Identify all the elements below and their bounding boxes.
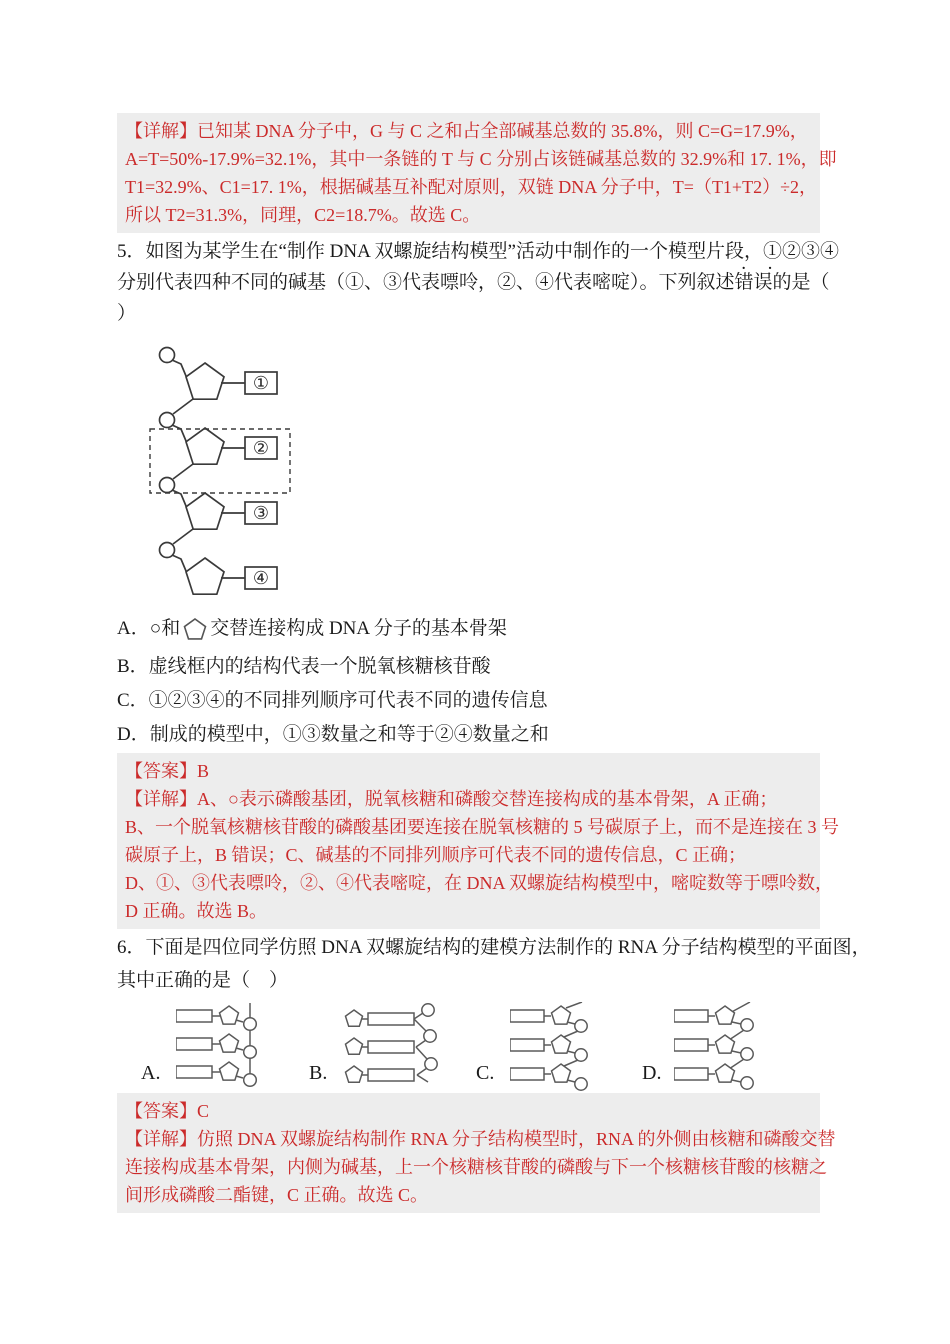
rna-model-d bbox=[674, 1002, 769, 1092]
q6-stem-line: 6．下面是四位同学仿照 DNA 双螺旋结构的建模方法制作的 RNA 分子结构模型的平面图， bbox=[117, 937, 871, 958]
rna-option-label-d: D. bbox=[642, 1062, 662, 1084]
rna-b-row bbox=[346, 1010, 415, 1026]
q5-stem-line bbox=[117, 267, 847, 298]
pentagon-icon bbox=[182, 617, 208, 641]
rna-b-row bbox=[346, 1038, 415, 1054]
explanation-line: 【详解】仿照 DNA 双螺旋结构制作 RNA 分子结构模型时，RNA 的外侧由核糖和磷酸交替 bbox=[125, 1129, 836, 1149]
answer-line: 【答案】B bbox=[125, 761, 210, 781]
rna-d-row bbox=[674, 1006, 753, 1031]
rna-c-row bbox=[510, 1064, 587, 1090]
explanation-line: D 正确。故选 B。 bbox=[125, 901, 268, 921]
option-a-suffix: 交替连接构成 DNA 分子的基本骨架 bbox=[210, 618, 507, 639]
explanation-line: B、一个脱氧核糖核苷酸的磷酸基团要连接在脱氧核糖的 5 号碳原子上，而不是连接在 3 号 bbox=[125, 817, 840, 837]
q5-stem-line: 5．如图为某学生在“制作 DNA 双螺旋结构模型”活动中制作的一个模型片段，①②③④ bbox=[117, 241, 839, 262]
option-a-prefix: A．○和 bbox=[117, 618, 181, 639]
nucleotide-unit-3 bbox=[160, 478, 278, 545]
q5-option-c: C．①②③④的不同排列顺序可代表不同的遗传信息 bbox=[117, 690, 548, 711]
answer-line: 【答案】C bbox=[125, 1101, 210, 1121]
base-label: ③ bbox=[252, 503, 270, 523]
q5-stem-text: 分别代表四种不同的碱基（①、③代表嘌呤，②、④代表嘧啶）。下列叙述 bbox=[117, 272, 735, 293]
rna-option-label-a: A. bbox=[141, 1062, 161, 1084]
rna-option-label-b: B. bbox=[309, 1062, 328, 1084]
q6-answer-block bbox=[117, 1093, 836, 1213]
explanation-line: 间形成磷酸二酯键，C 正确。故选 C。 bbox=[125, 1185, 429, 1205]
rna-c-row bbox=[510, 1035, 587, 1061]
rna-c-row bbox=[510, 1006, 587, 1032]
q5-option-a bbox=[117, 608, 847, 650]
explanation-line: A=T=50%-17.9%=32.1%，其中一条链的 T 与 C 分别占该链碱基总数的 32.9%和 17. 1%，即 bbox=[125, 149, 837, 169]
nucleotide-unit-2 bbox=[160, 413, 278, 480]
nucleotide-unit-4 bbox=[160, 543, 278, 595]
rna-model-b bbox=[342, 1003, 442, 1088]
q5-answer-block bbox=[117, 753, 840, 929]
rna-model-c bbox=[510, 1002, 605, 1092]
dna-model-svg bbox=[140, 340, 340, 602]
explanation-line: 所以 T2=31.3%，同理，C2=18.7%。故选 C。 bbox=[125, 205, 481, 225]
q5-stem bbox=[117, 236, 847, 329]
q4-explanation-block bbox=[117, 113, 837, 233]
rna-b-row bbox=[346, 1066, 415, 1082]
q5-options bbox=[117, 608, 847, 752]
rna-a-row bbox=[176, 1062, 256, 1086]
rna-model-a bbox=[176, 1003, 258, 1088]
base-label: ② bbox=[252, 438, 270, 458]
q6-stem-line: 其中正确的是（ ） bbox=[117, 970, 289, 991]
base-label: ④ bbox=[252, 568, 270, 588]
explanation-line: T1=32.9%、C1=17. 1%，根据碱基互补配对原则，双链 DNA 分子中，T=（T1+T2）÷2， bbox=[125, 177, 817, 197]
nucleotide-unit-1 bbox=[160, 348, 278, 415]
sugar-pentagon-icon bbox=[186, 428, 224, 464]
sugar-pentagon-icon bbox=[186, 558, 224, 594]
explanation-line: 【详解】A、○表示磷酸基团，脱氧核糖和磷酸交替连接构成的基本骨架，A 正确； bbox=[125, 789, 778, 809]
rna-a-row bbox=[176, 1034, 256, 1058]
sugar-pentagon-icon bbox=[186, 363, 224, 399]
sugar-pentagon-icon bbox=[186, 493, 224, 529]
q5-option-b: B．虚线框内的结构代表一个脱氧核糖核苷酸 bbox=[117, 656, 491, 677]
dna-model-diagram bbox=[140, 340, 340, 607]
explanation-line: 连接构成基本骨架，内侧为碱基，上一个核糖核苷酸的磷酸与下一个核糖核苷酸的核糖之 bbox=[125, 1157, 827, 1177]
explanation-line: D、①、③代表嘌呤，②、④代表嘧啶，在 DNA 双螺旋结构模型中，嘧啶数等于嘌呤数， bbox=[125, 873, 833, 893]
base-label: ① bbox=[252, 373, 270, 393]
q5-emphasized-word: ·· 错误 bbox=[735, 267, 773, 298]
q5-stem-text: 的是（ bbox=[772, 272, 830, 293]
q5-stem-line: ） bbox=[117, 303, 137, 324]
explanation-line: 【详解】已知某 DNA 分子中，G 与 C 之和占全部碱基总数的 35.8%，则 C=G=17.9%， bbox=[125, 121, 808, 141]
explanation-line: 碳原子上，B 错误；C、碱基的不同排列顺序可代表不同的遗传信息，C 正确； bbox=[125, 845, 747, 865]
rna-a-row bbox=[176, 1006, 256, 1030]
q5-option-d: D．制成的模型中，①③数量之和等于②④数量之和 bbox=[117, 724, 549, 745]
rna-d-row bbox=[674, 1035, 753, 1060]
rna-d-row bbox=[674, 1064, 753, 1089]
q6-stem bbox=[117, 931, 871, 997]
rna-option-label-c: C. bbox=[476, 1062, 495, 1084]
